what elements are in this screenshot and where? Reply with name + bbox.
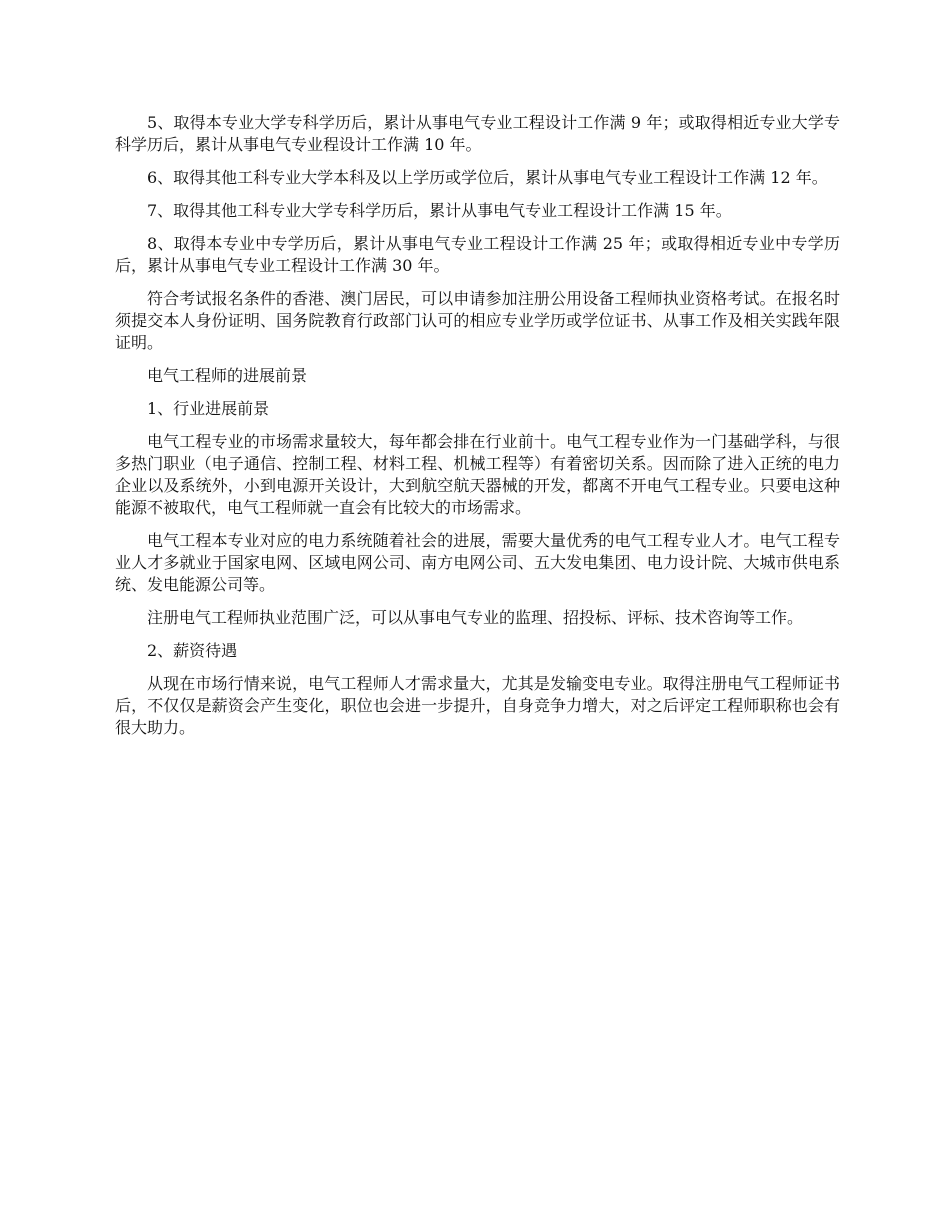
paragraph-power-system-employment: 电气工程本专业对应的电力系统随着社会的进展，需要大量优秀的电气工程专业人才。电气工程专业人才多就业于国家电网、区域电网公司、南方电网公司、五大发电集团、电力设计院、大城市供电系统、发电能源公司等。 (115, 531, 840, 594)
document-body (115, 112, 840, 750)
paragraph-salary-details: 从现在市场行情来说，电气工程师人才需求量大，尤其是发输变电专业。取得注册电气工程师证书后，不仅仅是薪资会产生变化，职位也会进一步提升，自身竞争力增大，对之后评定工程师职称也会有很大助力。 (115, 674, 840, 737)
paragraph-requirement-6: 6、取得其他工科专业大学本科及以上学历或学位后，累计从事电气专业工程设计工作满 12 年。 (147, 168, 828, 187)
paragraph-hk-macau-residents: 符合考试报名条件的香港、澳门居民，可以申请参加注册公用设备工程师执业资格考试。在报名时须提交本人身份证明、国务院教育行政部门认可的相应专业学历或学位证书、从事工作及相关实践年限证明。 (115, 289, 840, 352)
paragraph-requirement-8: 8、取得本专业中专学历后，累计从事电气专业工程设计工作满 25 年；或取得相近专业中专学历后，累计从事电气专业工程设计工作满 30 年。 (115, 234, 840, 275)
subheading-salary: 2、薪资待遇 (147, 641, 238, 660)
paragraph-requirement-7: 7、取得其他工科专业大学专科学历后，累计从事电气专业工程设计工作满 15 年。 (147, 201, 732, 220)
paragraph-requirement-5: 5、取得本专业大学专科学历后，累计从事电气专业工程设计工作满 9 年；或取得相近专业大学专科学历后，累计从事电气专业程设计工作满 10 年。 (115, 113, 840, 154)
paragraph-practice-scope: 注册电气工程师执业范围广泛，可以从事电气专业的监理、招投标、评标、技术咨询等工作。 (147, 608, 804, 627)
subheading-industry-prospects: 1、行业进展前景 (147, 399, 270, 418)
paragraph-market-demand: 电气工程专业的市场需求量较大，每年都会排在行业前十。电气工程专业作为一门基础学科，与很多热门职业（电子通信、控制工程、材料工程、机械工程等）有着密切关系。因而除了进入正统的电力企业以及系统外，小到电源开关设计，大到航空航天器械的开发，都离不开电气工程专业。只要电这种能源不被取代，电气工程师就一直会有比较大的市场需求。 (115, 432, 840, 517)
section-heading-prospects: 电气工程师的进展前景 (147, 366, 308, 385)
